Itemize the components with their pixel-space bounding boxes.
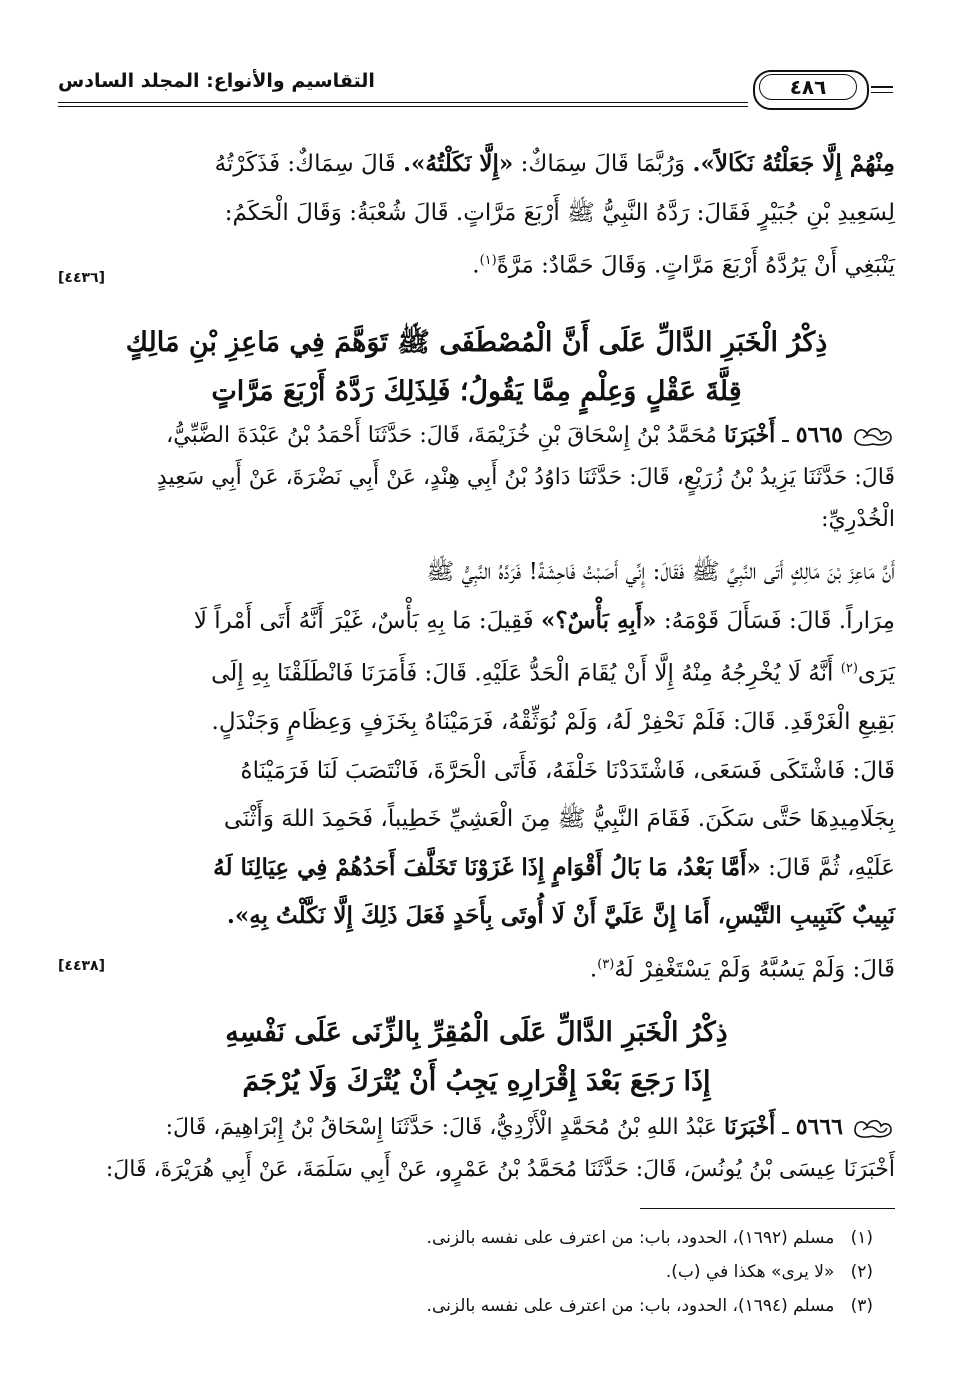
text-span: وَرُبَّمَا قَالَ سِمَاكٌ: xyxy=(513,151,693,177)
heading-line: ذِكْرُ الْخَبَرِ الدَّالِّ عَلَى الْمُقِرِّ بِالزِّنَى عَلَى نَفْسِهِ xyxy=(225,1017,728,1048)
footnote-rule xyxy=(640,1208,895,1209)
text-span xyxy=(717,1115,724,1140)
footnote-marker: (١) xyxy=(479,253,497,268)
prophet-quote-line: نَبِيبٌ كَنَبِيبِ التَّيْسِ، أَمَا إِنَّ عَلَيَّ أَنْ لَا أُوتَى بِأَحَدٍ فَعَلَ ذَلِكَ إِلَّا نَكَّلْتُ بِهِ». xyxy=(226,902,895,930)
ornament-icon xyxy=(851,424,895,448)
footnote-number: (٣) xyxy=(850,1296,873,1316)
footnote-number: (٢) xyxy=(850,1262,873,1282)
text-span: قَالَ سِمَاكٌ: فَذَكَرْتُهُ xyxy=(214,151,404,177)
text-line xyxy=(58,941,895,994)
heading-line: قِلَّةَ عَقْلٍ وَعِلْمٍ مِمَّا يَقُولُ؛ فَلِذَلِكَ رَدَّهُ أَرْبَعَ مَرَّاتٍ xyxy=(211,376,742,407)
text-line: بِجَلَامِيدِهَا حَتَّى سَكَنَ. فَقَامَ النَّبِيُّ ﷺ مِنَ الْعَشِيِّ خَطِيباً، فَحَمِدَ اللهَ وَأَثْنَى xyxy=(223,806,895,833)
text-span xyxy=(717,423,724,448)
text-line xyxy=(58,140,895,189)
page-number-tail-rule-double xyxy=(871,92,893,93)
footnote xyxy=(58,1296,873,1316)
text-line: بَقِيعِ الْغَرْقَدِ. قَالَ: فَلَمْ نَحْفِرْ لَهُ، وَلَمْ نُوَثِّقْهُ، فَرَمَيْنَاهُ بِخَزَفٍ وَعِظَامٍ وَجَنْدَلٍ. xyxy=(211,709,895,736)
prophet-quote: «أَبِهِ بَأْسٌ؟» xyxy=(540,606,657,634)
akhbarana: أَخْبَرَنَا xyxy=(723,1114,776,1140)
text-span: قَالَ: وَلَمْ يَسُبَّهُ وَلَمْ يَسْتَغْفِرْ لَهُ xyxy=(614,956,895,983)
ornament-icon xyxy=(851,1116,895,1140)
text-line: أَخْبَرَنَا عِيسَى بْنُ يُونُسَ، قَالَ: حَدَّثَنَا مُحَمَّدُ بْنُ عَمْرٍو، عَنْ أَبِي سَلَمَةَ، عَنْ أَبِي هُرَيْرَةَ، قَالَ: xyxy=(105,1157,895,1182)
hadith-reference: [٤٤٣٦] xyxy=(58,270,105,286)
text-span: عَبْدُ اللهِ بْنُ مُحَمَّدٍ الْأَزْدِيُّ، قَالَ: حَدَّثَنَا إِسْحَاقُ بْنُ إِبْرَاهِيمَ، قَالَ: xyxy=(165,1115,717,1140)
footnote-number: (١) xyxy=(850,1228,873,1248)
header-rule xyxy=(58,102,748,103)
text-line xyxy=(58,645,895,698)
heading-line: إِذَا رَجَعَ بَعْدَ إِقْرَارِهِ يَجِبُ أَنْ يُتْرَكَ وَلَا يُرْجَمَ xyxy=(242,1066,711,1097)
text-span: ـ xyxy=(775,423,796,448)
hadith-number: ٥٦٦٦ xyxy=(795,1114,843,1140)
page-number-frame xyxy=(753,70,873,108)
text-line: أَنَّ مَاعِزَ بْنَ مَالِكٍ أَتَى النَّبِيَّ ﷺ فَقَالَ: إِنِّي أَصَبْتُ فَاحِشَةً! فَرَدَّهُ النَّبِيُّ ﷺ xyxy=(426,559,895,585)
text-line: لِسَعِيدِ بْنِ جُبَيْرٍ فَقَالَ: رَدَّهُ النَّبِيُّ ﷺ أَرْبَعَ مَرَّاتٍ. قَالَ شُعْبَةُ: وَقَالَ الْحَكَمُ: xyxy=(224,199,895,226)
text-span: عَلَيْهِ، ثُمَّ قَالَ: xyxy=(760,854,895,881)
footnote-marker: (٣) xyxy=(597,956,615,972)
text-line xyxy=(58,1106,895,1149)
hadith-matn xyxy=(58,548,895,994)
text-line: الْخُدْرِيِّ: xyxy=(821,507,895,532)
footnote-text: مسلم (١٦٩٤)، الحدود، باب: من اعترف على نفسه بالزنى. xyxy=(426,1296,835,1316)
footnote xyxy=(58,1262,873,1282)
akhbarana: أَخْبَرَنَا xyxy=(723,422,776,448)
chapter-heading xyxy=(58,1008,895,1106)
text-line: قَالَ: فَاشْتَكَى فَسَعَى، فَاشْتَدَدْنَا خَلْفَهُ، فَأَتَى الْحَرَّةَ، فَانْتَصَبَ لَنَا فَرَمَيْنَاهُ xyxy=(240,757,895,784)
hadith-number: ٥٦٦٥ xyxy=(795,422,843,448)
hadith-reference: [٤٤٣٨] xyxy=(58,958,105,974)
text-span: فَقِيلَ: مَا بِهِ بَأْسٌ، غَيْرَ أَنَّهُ أَتَى أَمْراً لَا xyxy=(193,607,541,634)
text-line xyxy=(58,844,895,893)
text-span: أَنَّهُ لَا يُخْرِجُهُ مِنْهُ إِلَّا أَنْ يُقَامَ الْحَدُّ عَلَيْهِ. قَالَ: فَأَمَرَنَا فَانْطَلَقْنَا بِهِ إِلَى xyxy=(211,660,841,687)
prophet-quote: مِنْهُمْ إِلَّا جَعَلْتُهُ نَكَالاً». xyxy=(692,150,895,177)
text-line xyxy=(58,414,895,457)
page-number: ٤٨٦ xyxy=(759,74,857,100)
text-span: مِرَاراً. قَالَ: فَسَأَلَ قَوْمَهُ: xyxy=(656,607,895,634)
hadith-isnad xyxy=(58,414,895,541)
text-line xyxy=(58,237,895,290)
text-span: . xyxy=(589,956,598,983)
page-header xyxy=(58,62,895,122)
chapter-heading xyxy=(58,318,895,416)
footnote-marker: (٢) xyxy=(840,661,858,676)
text-span: مُحَمَّدُ بْنُ إِسْحَاقَ بْنِ خُزَيْمَةَ، قَالَ: حَدَّثَنَا أَحْمَدُ بْنُ عَبْدَةَ الضَّبِّيُّ، xyxy=(166,423,717,448)
text-span: ـ xyxy=(775,1115,796,1140)
footnote xyxy=(58,1228,873,1248)
running-title: التقاسيم والأنواع: المجلد السادس xyxy=(58,70,375,92)
continuation-paragraph xyxy=(58,140,895,290)
prophet-quote: «أَمَّا بَعْدُ، مَا بَالُ أَقْوَامٍ إِذَا غَزَوْنَا تَخَلَّفَ أَحَدُهُمْ فِي عِيَالِنَا لَهُ xyxy=(213,853,761,881)
text-span: يَرَى xyxy=(857,660,895,687)
text-line: قَالَ: حَدَّثَنَا يَزِيدُ بْنُ زُرَيْعٍ، قَالَ: حَدَّثَنَا دَاوُدُ بْنُ أَبِي هِنْدٍ، عَنْ أَبِي نَضْرَةَ، عَنْ أَبِي سَعِيدٍ xyxy=(156,465,895,490)
footnote-text: مسلم (١٦٩٢)، الحدود، باب: من اعترف على نفسه بالزنى. xyxy=(426,1228,835,1248)
text-line xyxy=(58,597,895,646)
text-span: . xyxy=(472,252,480,279)
header-rule-double xyxy=(58,106,748,107)
prophet-quote: «إِلَّا نَكَلْتُهُ». xyxy=(403,150,514,177)
page-number-tail-rule xyxy=(871,86,893,88)
hadith-isnad xyxy=(58,1106,895,1191)
footnote-text: «لا يرى» هكذا في (ب). xyxy=(665,1262,835,1282)
heading-line: ذِكْرُ الْخَبَرِ الدَّالِّ عَلَى أَنَّ الْمُصْطَفَى ﷺ تَوَهَّمَ فِي مَاعِزِ بْنِ مَالِكٍ xyxy=(125,327,828,358)
text-span: يَنْبَغِي أَنْ يَرُدَّهُ أَرْبَعَ مَرَّاتٍ. وَقَالَ حَمَّادٌ: مَرَّةً xyxy=(496,252,895,279)
